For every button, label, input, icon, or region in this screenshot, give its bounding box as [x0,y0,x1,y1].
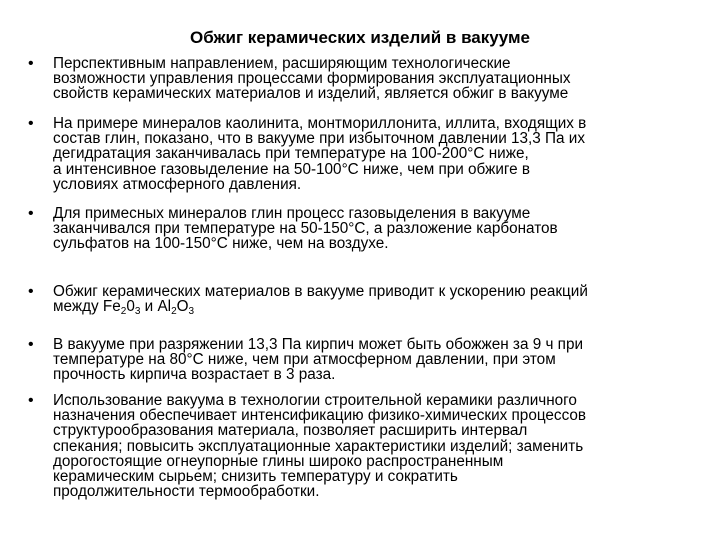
slide-title: Обжиг керамических изделий в вакууме [190,28,530,47]
bullet-item-vacuum-usage [28,392,693,501]
bullet-icon: • [28,205,34,222]
bullet-text: В вакууме при разряжении 13,3 Па кирпич может быть обожжен за 9 ч при температуре на 80°С ниже, чем при атмосферном давлении, при этом прочность кирпича возрастает в 3 раза. [53,336,584,384]
bullet-text: Для примесных минералов глин процесс газовыделения в вакууме заканчивался при температуре на 50-150°С, а разложение карбонатов сульфатов на 100-150°С ниже, чем на воздухе. [53,205,558,253]
bullet-icon: • [28,392,34,409]
bullet-icon: • [28,283,34,300]
bullet-item-reaction-acceleration [28,283,693,318]
bullet-item-clay-minerals [28,115,693,193]
bullet-icon: • [28,55,34,72]
oxide-formula-line: между $Fe_20_3$ и $Al_2O_3$ [53,298,195,318]
bullet-icon: • [28,115,34,132]
bullet-item-vacuum-firing [28,55,693,103]
bullet-text: Обжиг керамических материалов в вакууме приводит к ускорению реакций между $Fe_20_3$ и $Al_2O_3$ [53,284,693,314]
bullet-text: Использование вакуума в технологии строительной керамики различного назначения обеспечивает интенсификацию физико-химических процессов структурообразования материала, позволяет расширить интервал спекания; повысить эксплуатационные характеристики изделий; заменить дорогостоящие огнеупорные глины широко распространенным керамическим сырьем; снизить температуру и сократить продолжительности термообработки. [53,392,587,501]
bullet-text: На примере минералов каолинита, монтмориллонита, иллита, входящих в состав глин, показано, что в вакууме при избыточном давлении 13,3 Па их дегидратация заканчивалась при температуре на 100-200°С ниже, а интенсивное газовыделение на 50-100°С ниже, чем при обжиге в условиях атмосферного давления. [53,115,587,193]
bullet-icon: • [28,336,34,353]
bullet-item-brick-firing [28,336,693,384]
bullet-text: Перспективным направлением, расширяющим технологические возможности управления процессами формирования эксплуатационных свойств керамических материалов и изделий, является обжиг в вакууме [53,55,571,103]
bullet-item-impurity-minerals [28,205,693,253]
